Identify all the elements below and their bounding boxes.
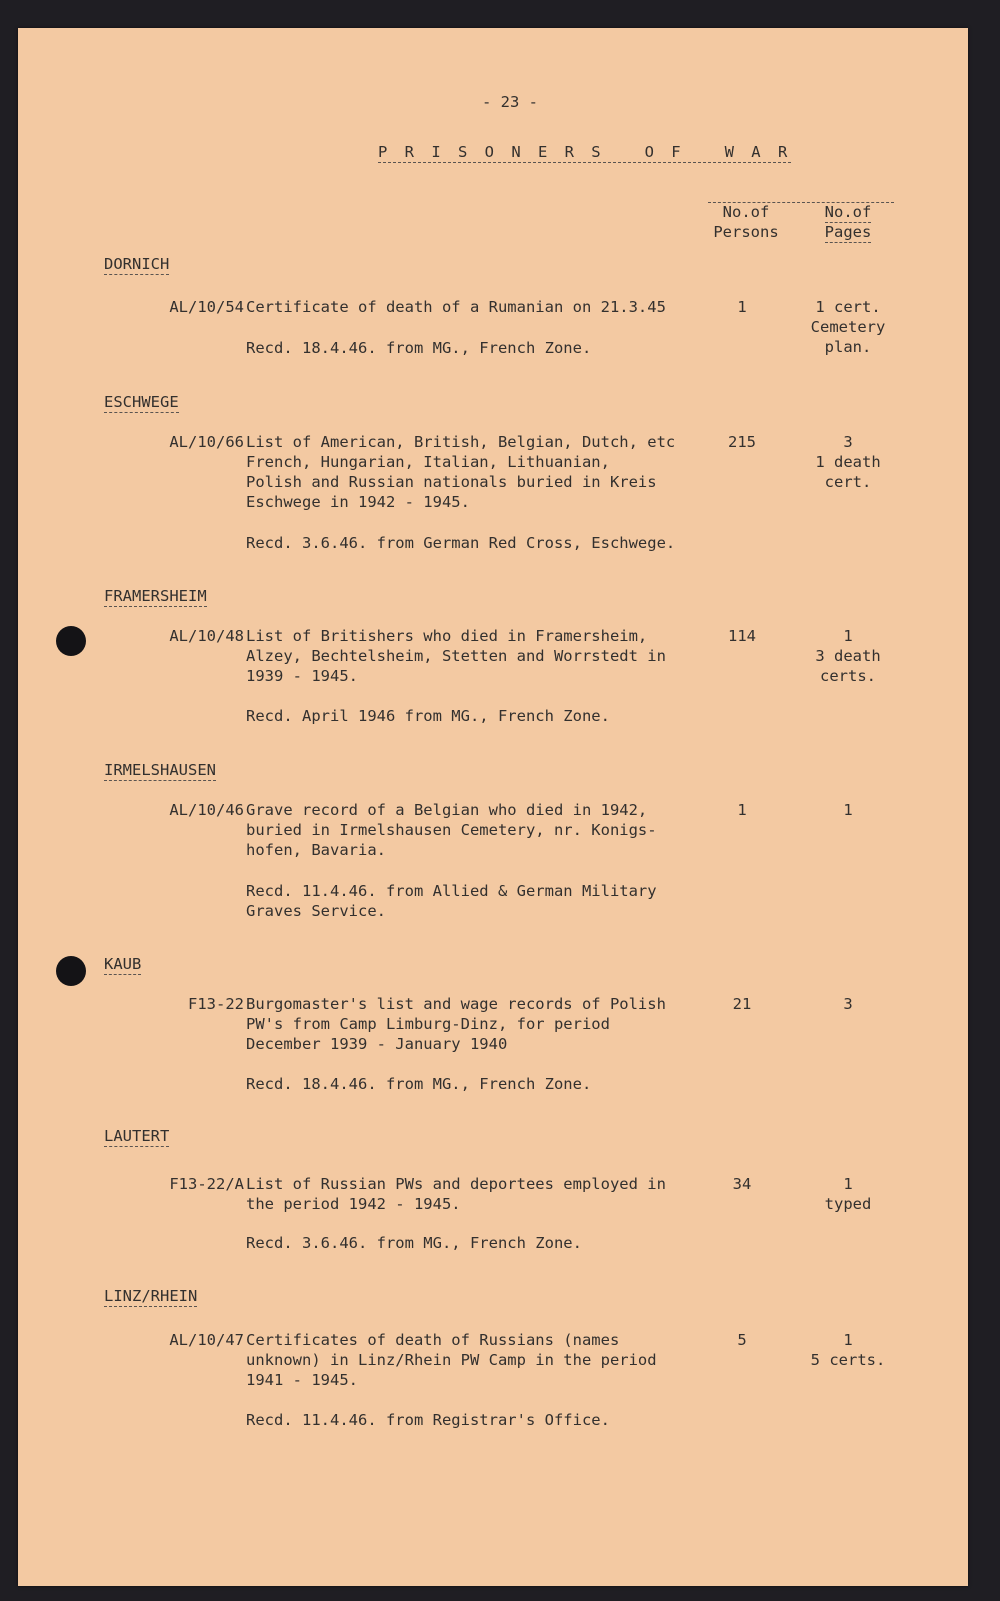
location-heading: LAUTERT [104, 1127, 170, 1145]
entry-description: Certificate of death of a Rumanian on 21.3.45 [246, 298, 666, 316]
location-heading: KAUB [104, 955, 142, 973]
location-heading: IRMELSHAUSEN [104, 761, 216, 779]
punch-hole-bottom [56, 956, 86, 986]
reference-number: AL/10/66 [169, 433, 244, 451]
entry-description: List of Britishers who died in Framersheim, Alzey, Bechtelsheim, Stetten and Worrstedt in 1939 - 1945. [246, 627, 666, 685]
location-heading: FRAMERSHEIM [104, 587, 207, 605]
reference-number: F13-22/A [169, 1175, 244, 1193]
reference-number: AL/10/48 [169, 627, 244, 645]
entry-description: List of American, British, Belgian, Dutch, etc French, Hungarian, Italian, Lithuanian, Polish and Russian nationals buried in Kreis Eschwege in 1942 - 1945. [246, 433, 676, 511]
persons-count: 21 [732, 995, 752, 1013]
reference-number: AL/10/46 [169, 801, 244, 819]
document-page [18, 28, 968, 1586]
persons-count: 114 [728, 627, 756, 645]
pages-count: 1 typed [824, 1175, 872, 1213]
pages-count: 3 1 death cert. [815, 433, 881, 491]
persons-count: 34 [732, 1175, 752, 1193]
persons-count: 215 [728, 433, 756, 451]
pages-count: 1 5 certs. [810, 1331, 886, 1369]
column-header-pages: No.of Pages [824, 203, 872, 241]
entry-received: Recd. 3.6.46. from German Red Cross, Eschwege. [246, 534, 676, 552]
entry-received: Recd. 11.4.46. from Allied & German Military Graves Service. [246, 882, 657, 920]
column-header-persons: No.of Persons [713, 203, 779, 241]
pages-count: 1 [843, 801, 853, 819]
entry-description: List of Russian PWs and deportees employed in the period 1942 - 1945. [246, 1175, 666, 1213]
persons-count: 1 [737, 298, 747, 316]
entry-received: Recd. 18.4.46. from MG., French Zone. [246, 339, 592, 357]
reference-number: AL/10/54 [169, 298, 244, 316]
pages-count: 3 [843, 995, 853, 1013]
pages-count: 1 3 death certs. [815, 627, 881, 685]
entry-received: Recd. April 1946 from MG., French Zone. [246, 707, 610, 725]
persons-count: 5 [737, 1331, 747, 1349]
page-number: - 23 - [482, 93, 538, 111]
location-heading: LINZ/RHEIN [104, 1287, 198, 1305]
location-heading: DORNICH [104, 255, 170, 273]
entry-description: Certificates of death of Russians (names unknown) in Linz/Rhein PW Camp in the period 1941 - 1945. [246, 1331, 657, 1389]
entry-description: Grave record of a Belgian who died in 1942, buried in Irmelshausen Cemetery, nr. Konigs- hofen, Bavaria. [246, 801, 657, 859]
entry-received: Recd. 3.6.46. from MG., French Zone. [246, 1234, 582, 1252]
entry-received: Recd. 18.4.46. from MG., French Zone. [246, 1075, 592, 1093]
entry-description: Burgomaster's list and wage records of Polish PW's from Camp Limburg-Dinz, for period December 1939 - January 1940 [246, 995, 666, 1053]
location-heading: ESCHWEGE [104, 393, 179, 411]
reference-number: AL/10/47 [169, 1331, 244, 1349]
page-title: P R I S O N E R S O F W A R [378, 143, 792, 161]
punch-hole-top [56, 626, 86, 656]
pages-count: 1 cert. Cemetery plan. [810, 298, 886, 356]
reference-number: F13-22 [188, 995, 244, 1013]
persons-count: 1 [737, 801, 747, 819]
entry-received: Recd. 11.4.46. from Registrar's Office. [246, 1411, 610, 1429]
